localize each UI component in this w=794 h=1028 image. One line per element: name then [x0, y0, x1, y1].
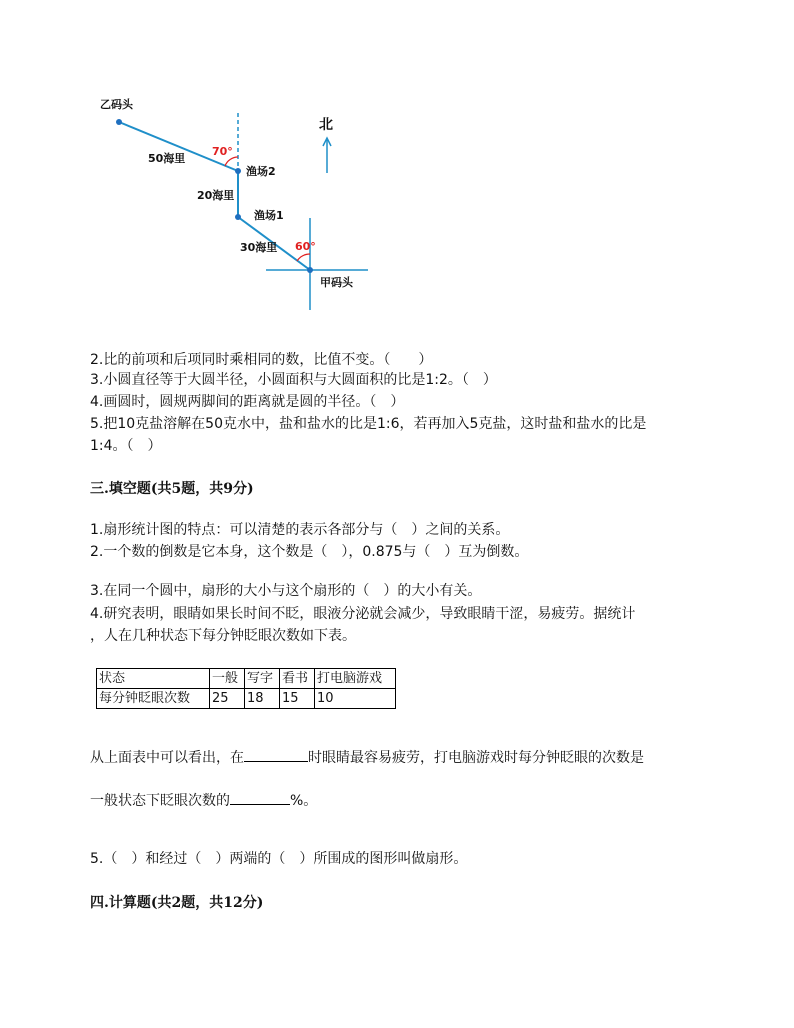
table-header-row — [97, 669, 396, 689]
q4-text-part-a: 从上面表中可以看出，在 — [90, 750, 244, 766]
fill-question-5: 5.（ ）和经过（ ）两端的（ ）所围成的图形叫做扇形。 — [90, 851, 468, 867]
distance-20-label: 20海里 — [197, 189, 235, 202]
yi-dock-label: 乙码头 — [100, 98, 133, 111]
yi-dock-point — [116, 119, 122, 125]
fill-question-4-text-line2 — [90, 791, 317, 811]
angle-70-arc — [225, 157, 238, 166]
blink-stats-table — [96, 668, 396, 709]
fill-question-3: 3.在同一个圆中，扇形的大小与这个扇形的（ ）的大小有关。 — [90, 583, 482, 599]
fishery2-point — [235, 168, 241, 174]
table-header-cell: 状态 — [97, 669, 210, 689]
fill-question-4-line1: 4.研究表明，眼睛如果长时间不眨，眼液分泌就会减少，导致眼睛干涩，易疲劳。据统计 — [90, 606, 636, 622]
table-row — [97, 689, 396, 709]
fishery2-label: 渔场2 — [246, 165, 276, 178]
angle-60-label: 60° — [295, 240, 316, 253]
table-header-cell: 看书 — [280, 669, 315, 689]
judgement-question-3: 3.小圆直径等于大圆半径，小圆面积与大圆面积的比是1:2。（ ） — [90, 372, 497, 388]
table-row-label: 每分钟眨眼次数 — [97, 689, 210, 709]
section-4-title: 四.计算题(共2题，共12分) — [90, 895, 264, 911]
table-header-cell: 写字 — [245, 669, 280, 689]
fishery1-point — [235, 214, 241, 220]
jia-dock-point — [307, 267, 313, 273]
q4-text-part-b: 时眼睛最容易疲劳，打电脑游戏时每分钟眨眼的次数是 — [308, 750, 644, 766]
q4-text-part-d: %。 — [290, 793, 318, 809]
section-3-title: 三.填空题(共5题，共9分) — [90, 481, 254, 497]
answer-blank-state[interactable] — [244, 761, 308, 762]
distance-50-label: 50海里 — [148, 152, 186, 165]
angle-70-label: 70° — [212, 145, 233, 158]
north-label: 北 — [319, 117, 333, 133]
table-cell: 15 — [280, 689, 315, 709]
table-cell: 25 — [210, 689, 245, 709]
judgement-question-2: 2.比的前项和后项同时乘相同的数，比值不变。（ ） — [90, 352, 433, 368]
fill-question-1: 1.扇形统计图的特点：可以清楚的表示各部分与（ ）之间的关系。 — [90, 522, 510, 538]
judgement-question-4: 4.画圆时，圆规两脚间的距离就是圆的半径。（ ） — [90, 394, 405, 410]
route-diagram — [90, 88, 390, 318]
judgement-question-5-line2: 1:4。（ ） — [90, 438, 162, 454]
fishery1-label: 渔场1 — [254, 209, 284, 222]
angle-60-arc — [297, 254, 310, 261]
fill-question-4-line2: ，人在几种状态下每分钟眨眼次数如下表。 — [90, 628, 356, 644]
fill-question-2: 2.一个数的倒数是它本身，这个数是（ ），0.875与（ ）互为倒数。 — [90, 544, 529, 560]
distance-30-label: 30海里 — [240, 241, 278, 254]
fill-question-4-text-line1 — [90, 748, 644, 768]
table-cell: 18 — [245, 689, 280, 709]
table-header-cell: 一般 — [210, 669, 245, 689]
table-cell: 10 — [315, 689, 396, 709]
answer-blank-percent[interactable] — [230, 804, 290, 805]
table-header-cell: 打电脑游戏 — [315, 669, 396, 689]
jia-dock-label: 甲码头 — [320, 276, 353, 289]
judgement-question-5-line1: 5.把10克盐溶解在50克水中，盐和盐水的比是1:6，若再加入5克盐，这时盐和盐水的比是 — [90, 416, 647, 432]
q4-text-part-c: 一般状态下眨眼次数的 — [90, 793, 230, 809]
